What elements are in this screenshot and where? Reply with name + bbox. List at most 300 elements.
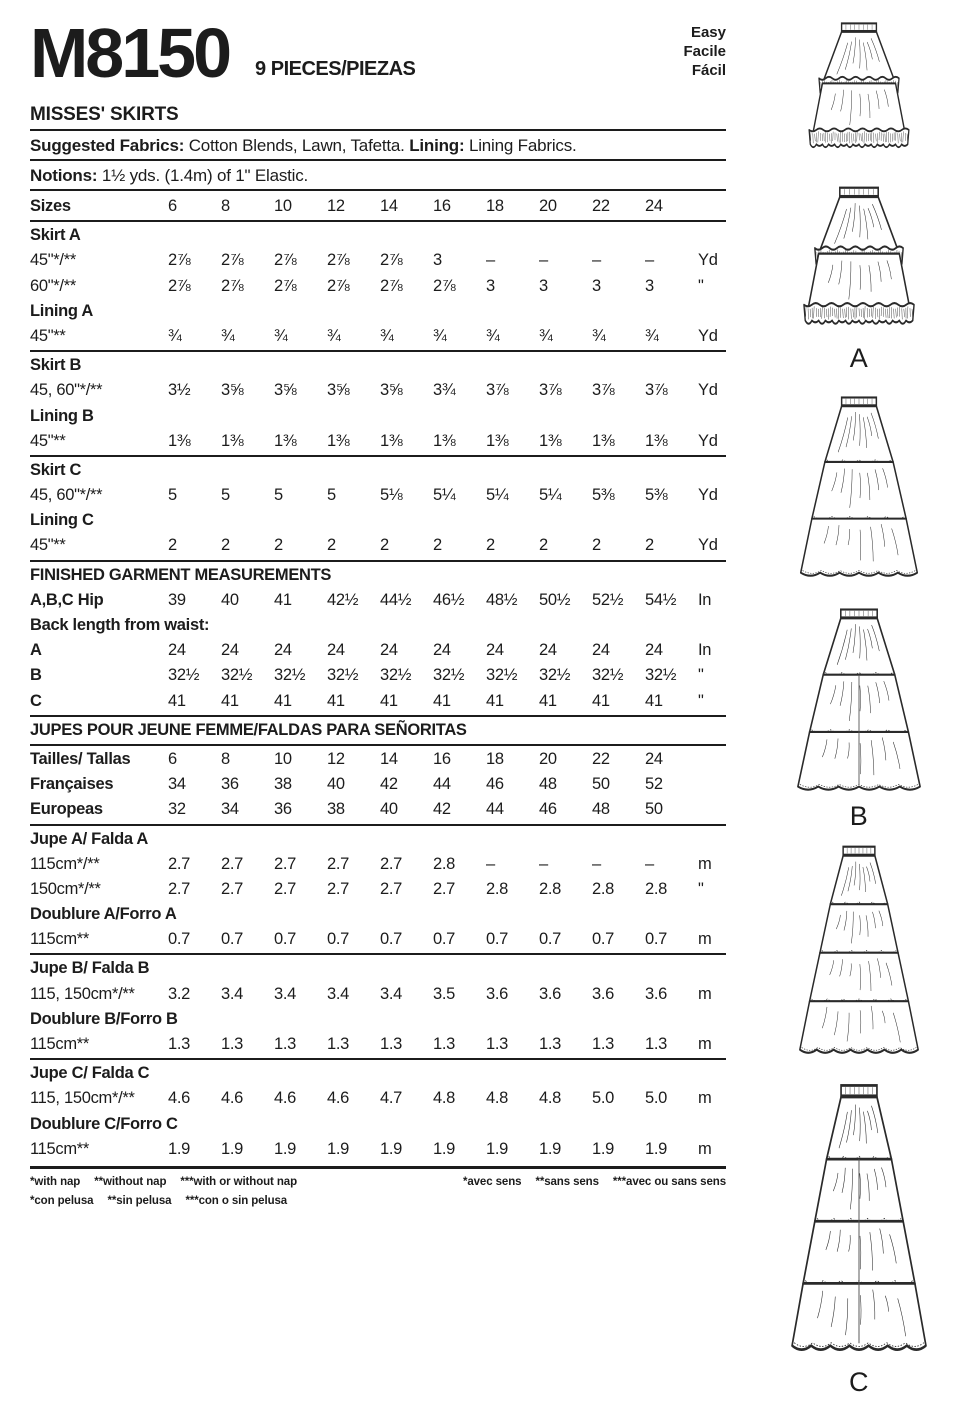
- row-label: Tailles/ Tallas: [30, 749, 131, 768]
- section-divider: [30, 715, 726, 717]
- yardage-value: –: [486, 854, 495, 873]
- yardage-value: 3⅝: [380, 381, 403, 400]
- yardage-value: 1.9: [168, 1139, 191, 1158]
- yardage-value: 40: [327, 775, 345, 794]
- header: [30, 0, 726, 90]
- unit-label: ": [698, 666, 704, 685]
- notions-text: 1½ yds. (1.4m) of 1" Elastic.: [97, 166, 309, 185]
- yardage-value: 32: [168, 800, 186, 819]
- yardage-value: 3¾: [433, 381, 456, 400]
- yardage-value: 41: [274, 691, 292, 710]
- yardage-value: 2: [645, 536, 654, 555]
- yardage-value: 36: [221, 775, 239, 794]
- back-length-a: [30, 638, 726, 663]
- doublure-c-115: [30, 1137, 726, 1162]
- yardage-value: 34: [221, 800, 239, 819]
- jupe-c-header: [30, 1061, 726, 1086]
- unit-label: In: [698, 590, 712, 609]
- yardage-value: 3.6: [592, 984, 615, 1003]
- yardage-value: 0.7: [433, 930, 456, 949]
- yardage-value: 5: [168, 486, 177, 505]
- yardage-value: 0.7: [168, 930, 191, 949]
- skirt-b-front-view-figure: [794, 606, 924, 832]
- yardage-value: ¾: [221, 326, 235, 345]
- yardage-value: 4.8: [486, 1089, 509, 1108]
- footnote-item: *with nap: [30, 1175, 81, 1188]
- yardage-value: 20: [539, 749, 557, 768]
- yardage-value: 46½: [433, 590, 465, 609]
- row-label: Skirt A: [30, 226, 81, 245]
- yardage-value: 52½: [592, 590, 624, 609]
- yardage-value: 1.3: [168, 1035, 191, 1053]
- unit-label: m: [698, 930, 712, 949]
- skirt-a-front-view-drawing: [795, 184, 923, 340]
- footnote-french: [463, 1173, 726, 1192]
- jupe-a-115: [30, 852, 726, 877]
- yardage-value: 2.8: [645, 879, 668, 898]
- yardage-value: 12: [327, 749, 345, 768]
- yardage-value: 3: [486, 276, 495, 295]
- yardage-value: 3: [592, 276, 601, 295]
- yardage-value: 50: [645, 800, 663, 819]
- yardage-value: 3.6: [486, 984, 509, 1003]
- yardage-value: 1⅜: [539, 431, 562, 450]
- unit-label: m: [698, 854, 712, 873]
- skirt-a-60: [30, 274, 726, 299]
- yardage-value: 1⅜: [327, 431, 350, 450]
- unit-label: Yd: [698, 326, 718, 345]
- yardage-value: 3.4: [380, 984, 403, 1003]
- yardage-value: –: [486, 251, 495, 270]
- footnote-spanish: [30, 1192, 287, 1211]
- yardage-value: 16: [433, 197, 451, 215]
- row-label: 115cm*/**: [30, 854, 100, 873]
- row-label: 45, 60"*/**: [30, 381, 103, 400]
- skirt-c-back-view-figure: [798, 844, 920, 1064]
- yardage-value: 44½: [380, 590, 412, 609]
- row-label: C: [30, 691, 42, 710]
- yardage-value: –: [539, 251, 548, 270]
- yardage-value: 2: [327, 536, 336, 555]
- francaises-row: [30, 772, 726, 797]
- section-divider: [30, 744, 726, 746]
- yardage-value: 2: [433, 536, 442, 555]
- yardage-value: 44: [486, 800, 504, 819]
- yardage-value: 42: [433, 800, 451, 819]
- yardage-value: 2⅞: [327, 251, 350, 270]
- yardage-value: 0.7: [592, 930, 615, 949]
- yardage-value: 1.9: [327, 1139, 350, 1158]
- yardage-value: 10: [274, 749, 292, 768]
- yardage-value: 24: [274, 641, 292, 660]
- yardage-value: 3.4: [221, 984, 244, 1003]
- suggested-fabrics-label: Suggested Fabrics:: [30, 136, 185, 155]
- yardage-value: 32½: [539, 666, 571, 685]
- pieces-count: 9 PIECES/PIEZAS: [255, 58, 416, 80]
- yardage-value: 1⅜: [433, 431, 456, 450]
- yardage-value: 0.7: [539, 930, 562, 949]
- yardage-value: 0.7: [327, 930, 350, 949]
- doublure-a-header: [30, 902, 726, 927]
- yardage-value: ¾: [327, 326, 341, 345]
- lining-c-header: [30, 508, 726, 533]
- yardage-value: 22: [592, 197, 610, 215]
- yardage-value: 2⅞: [380, 276, 403, 295]
- lining-b-45: [30, 429, 726, 454]
- yardage-value: 1⅜: [168, 431, 191, 450]
- yardage-value: 34: [168, 775, 186, 794]
- skirt-a-header: [30, 223, 726, 248]
- yardage-value: 2⅞: [274, 251, 297, 270]
- skirt-c-front-view-drawing: [790, 1082, 928, 1364]
- yardage-value: 48½: [486, 590, 518, 609]
- difficulty-spanish: Fácil: [691, 62, 726, 79]
- lining-a-header: [30, 299, 726, 324]
- yardage-value: 24: [433, 641, 451, 660]
- suggested-fabrics-text: Cotton Blends, Lawn, Tafetta.: [184, 136, 410, 155]
- yardage-value: 24: [645, 197, 663, 215]
- yardage-value: ¾: [380, 326, 394, 345]
- footnotes: [30, 1173, 726, 1211]
- yardage-value: 24: [221, 641, 239, 660]
- yardage-value: 22: [592, 749, 610, 768]
- yardage-value: 18: [486, 197, 504, 215]
- yardage-value: 0.7: [221, 930, 244, 949]
- yardage-value: 2⅞: [221, 251, 244, 270]
- yardage-value: ¾: [433, 326, 447, 345]
- yardage-value: 3: [433, 251, 442, 270]
- yardage-value: 5⅛: [380, 486, 403, 505]
- yardage-value: 2.8: [433, 854, 456, 873]
- yardage-value: 4.6: [221, 1089, 244, 1108]
- difficulty-french: Facile: [683, 43, 726, 60]
- yardage-value: 5: [221, 486, 230, 505]
- view-label: A: [849, 343, 869, 373]
- yardage-value: 4.8: [433, 1089, 456, 1108]
- unit-label: m: [698, 1139, 712, 1158]
- footnote-item: *avec sens: [462, 1175, 522, 1188]
- row-label: Sizes: [30, 197, 71, 215]
- yardage-value: 1⅜: [592, 431, 615, 450]
- unit-label: Yd: [698, 486, 718, 505]
- yardage-value: 1.3: [380, 1035, 403, 1053]
- yardage-value: 46: [539, 800, 557, 819]
- row-label: JUPES POUR JEUNE FEMME/FALDAS PARA SEÑORITAS: [30, 720, 467, 739]
- section-divider: [30, 220, 726, 222]
- yardage-value: 32½: [645, 666, 677, 685]
- yardage-value: 4.7: [380, 1089, 403, 1108]
- section-divider: [30, 560, 726, 562]
- row-label: Europeas: [30, 800, 103, 819]
- row-label: 45"**: [30, 326, 66, 345]
- yardage-value: 3.2: [168, 984, 191, 1003]
- yardage-value: 3.4: [327, 984, 350, 1003]
- row-label: Lining B: [30, 406, 94, 425]
- yardage-value: 2.8: [592, 879, 615, 898]
- yardage-value: 41: [592, 691, 610, 710]
- yardage-value: 3.5: [433, 984, 456, 1003]
- row-label: 150cm*/**: [30, 879, 101, 898]
- yardage-value: 1.9: [486, 1139, 509, 1158]
- row-label: A: [30, 641, 42, 660]
- yardage-value: 41: [539, 691, 557, 710]
- yardage-value: 20: [539, 197, 557, 215]
- unit-label: m: [698, 984, 712, 1003]
- view-label: B: [849, 801, 869, 831]
- unit-label: Yd: [698, 431, 718, 450]
- yardage-value: 2.7: [221, 854, 244, 873]
- yardage-value: 24: [380, 641, 398, 660]
- yardage-value: 16: [433, 749, 451, 768]
- yardage-value: 2⅞: [168, 251, 191, 270]
- view-label: C: [849, 1367, 869, 1397]
- yardage-value: 5: [274, 486, 283, 505]
- yardage-value: 42: [380, 775, 398, 794]
- section-divider: [30, 824, 726, 826]
- yardage-value: 1.3: [486, 1035, 509, 1053]
- unit-label: Yd: [698, 381, 718, 400]
- yardage-value: 4.6: [327, 1089, 350, 1108]
- yardage-value: 2.7: [327, 879, 350, 898]
- skirt-b-4560: [30, 378, 726, 403]
- row-label: A,B,C Hip: [30, 590, 104, 609]
- unit-label: ": [698, 691, 704, 710]
- yardage-value: 3.6: [539, 984, 562, 1003]
- yardage-value: 1⅜: [645, 431, 668, 450]
- yardage-value: 24: [168, 641, 186, 660]
- yardage-value: 2.8: [539, 879, 562, 898]
- yardage-value: 3⅞: [592, 381, 615, 400]
- yardage-value: 1.3: [221, 1035, 244, 1053]
- yardage-value: 2: [221, 536, 230, 555]
- yardage-value: 2⅞: [274, 276, 297, 295]
- section-divider: [30, 350, 726, 352]
- yardage-value: 8: [221, 197, 230, 215]
- yardage-value: 18: [486, 749, 504, 768]
- yardage-value: 50½: [539, 590, 571, 609]
- yardage-value: 1.9: [221, 1139, 244, 1158]
- yardage-value: 0.7: [645, 930, 668, 949]
- footnote-item: ***con o sin pelusa: [185, 1194, 288, 1207]
- yardage-value: 42½: [327, 590, 359, 609]
- yardage-value: –: [645, 251, 654, 270]
- row-label: 45"**: [30, 536, 66, 555]
- yardage-value: 41: [380, 691, 398, 710]
- yardage-value: 24: [645, 749, 663, 768]
- yardage-value: 3½: [168, 381, 191, 400]
- yardage-value: 4.8: [539, 1089, 562, 1108]
- yardage-value: 1.9: [645, 1139, 668, 1158]
- yardage-value: ¾: [486, 326, 500, 345]
- yardage-value: 1.3: [274, 1035, 297, 1053]
- unit-label: ": [698, 276, 704, 295]
- skirt-b-back-view-drawing: [797, 394, 921, 584]
- yardage-value: 1⅜: [380, 431, 403, 450]
- yardage-value: 1.3: [539, 1035, 562, 1053]
- yardage-value: 41: [221, 691, 239, 710]
- yardage-value: 14: [380, 197, 398, 215]
- yardage-value: 2⅞: [168, 276, 191, 295]
- row-label: 115, 150cm*/**: [30, 1089, 135, 1108]
- yardage-value: 1.9: [274, 1139, 297, 1158]
- yardage-value: 2: [168, 536, 177, 555]
- yardage-value: 2⅞: [433, 276, 456, 295]
- footnote-item: **without nap: [94, 1175, 167, 1188]
- section-divider: [30, 1058, 726, 1060]
- yardage-value: 0.7: [274, 930, 297, 949]
- lining-text: Lining Fabrics.: [464, 136, 577, 155]
- yardage-value: ¾: [168, 326, 182, 345]
- row-label: B: [30, 666, 42, 685]
- yardage-value: 1⅜: [486, 431, 509, 450]
- french-spanish-title: [30, 718, 726, 743]
- yardage-value: 3⅝: [221, 381, 244, 400]
- yardage-value: 39: [168, 590, 186, 609]
- notions-line: [30, 161, 726, 191]
- unit-label: ": [698, 879, 704, 898]
- yardage-value: 24: [327, 641, 345, 660]
- row-label: Lining A: [30, 301, 93, 320]
- row-label: 45"**: [30, 431, 66, 450]
- yardage-value: 5⅜: [592, 486, 615, 505]
- yardage-value: 1⅜: [274, 431, 297, 450]
- doublure-a-115: [30, 927, 726, 952]
- yardage-table: [30, 194, 726, 1162]
- footnote-item: **sans sens: [535, 1175, 599, 1188]
- section-divider: [30, 953, 726, 955]
- yardage-value: 2.7: [380, 854, 403, 873]
- yardage-value: 3.6: [645, 984, 668, 1003]
- yardage-value: 1⅜: [221, 431, 244, 450]
- skirt-c-header: [30, 458, 726, 483]
- yardage-value: 40: [221, 590, 239, 609]
- row-label: 115cm**: [30, 930, 90, 949]
- yardage-value: ¾: [592, 326, 606, 345]
- yardage-value: 38: [274, 775, 292, 794]
- yardage-value: 2: [274, 536, 283, 555]
- yardage-value: 2: [539, 536, 548, 555]
- yardage-value: 5¼: [486, 486, 509, 505]
- sizes-row: [30, 194, 726, 219]
- yardage-value: 5: [327, 486, 336, 505]
- difficulty-levels: [683, 18, 726, 80]
- yardage-value: 44: [433, 775, 451, 794]
- finished-measurements-header: [30, 563, 726, 588]
- pattern-number: M8150: [30, 14, 230, 92]
- yardage-value: 24: [539, 641, 557, 660]
- yardage-value: 41: [486, 691, 504, 710]
- yardage-value: 2.7: [274, 879, 297, 898]
- skirt-a-front-view-figure: [795, 184, 923, 374]
- notions-label: Notions:: [30, 166, 98, 185]
- yardage-value: ¾: [645, 326, 659, 345]
- row-label: 45"*/**: [30, 251, 76, 270]
- yardage-value: 1.3: [433, 1035, 456, 1053]
- unit-label: m: [698, 1089, 712, 1108]
- yardage-value: 2.7: [327, 854, 350, 873]
- lining-label: Lining:: [409, 136, 465, 155]
- difficulty-english: Easy: [690, 24, 726, 41]
- row-label: 115, 150cm*/**: [30, 984, 135, 1003]
- yardage-value: 41: [433, 691, 451, 710]
- row-label: Doublure B/Forro B: [30, 1009, 178, 1028]
- yardage-value: –: [592, 854, 601, 873]
- footnote-item: ***with or without nap: [180, 1175, 298, 1188]
- lining-b-header: [30, 404, 726, 429]
- yardage-value: 2.7: [380, 879, 403, 898]
- europeas-row: [30, 797, 726, 822]
- skirt-b-front-view-drawing: [794, 606, 924, 798]
- yardage-value: 32½: [274, 666, 306, 685]
- yardage-value: 41: [645, 691, 663, 710]
- yardage-value: 3⅝: [327, 381, 350, 400]
- tailles-row: [30, 747, 726, 772]
- yardage-value: –: [592, 251, 601, 270]
- unit-label: Yd: [698, 251, 718, 270]
- yardage-value: 8: [221, 749, 230, 768]
- yardage-value: 3⅞: [486, 381, 509, 400]
- jupe-b-header: [30, 956, 726, 981]
- jupe-c-115150: [30, 1086, 726, 1111]
- yardage-value: –: [645, 854, 654, 873]
- yardage-value: 24: [486, 641, 504, 660]
- yardage-value: 2.7: [221, 879, 244, 898]
- style-illustrations: [756, 0, 962, 1419]
- yardage-value: 6: [168, 749, 177, 768]
- back-length-header: [30, 613, 726, 638]
- yardage-value: 1.9: [380, 1139, 403, 1158]
- doublure-c-header: [30, 1112, 726, 1137]
- yardage-value: 2: [592, 536, 601, 555]
- yardage-value: 41: [168, 691, 186, 710]
- yardage-value: 3⅝: [274, 381, 297, 400]
- lining-a-45: [30, 324, 726, 349]
- yardage-value: 52: [645, 775, 663, 794]
- yardage-value: ¾: [274, 326, 288, 345]
- jupe-a-150: [30, 877, 726, 902]
- footnote-english: [30, 1173, 297, 1192]
- yardage-value: 2.7: [168, 854, 191, 873]
- yardage-value: 36: [274, 800, 292, 819]
- skirt-c-4560: [30, 483, 726, 508]
- footnote-row-2: [30, 1192, 726, 1211]
- yardage-value: 1.3: [327, 1035, 350, 1053]
- yardage-value: 41: [327, 691, 345, 710]
- back-length-c: [30, 689, 726, 714]
- doublure-b-115: [30, 1032, 726, 1057]
- jupe-b-115150: [30, 982, 726, 1007]
- row-label: FINISHED GARMENT MEASUREMENTS: [30, 565, 332, 584]
- skirt-a-back-view-figure: [801, 20, 917, 162]
- row-label: Jupe C/ Falda C: [30, 1064, 150, 1083]
- yardage-value: 38: [327, 800, 345, 819]
- unit-label: Yd: [698, 536, 718, 555]
- yardage-value: 32½: [168, 666, 200, 685]
- yardage-value: 3⅞: [645, 381, 668, 400]
- yardage-value: 5¼: [433, 486, 456, 505]
- yardage-value: 41: [274, 590, 292, 609]
- row-label: Doublure A/Forro A: [30, 905, 177, 924]
- yardage-value: 32½: [433, 666, 465, 685]
- yardage-value: 2.7: [168, 879, 191, 898]
- yardage-value: 5¼: [539, 486, 562, 505]
- yardage-value: 48: [539, 775, 557, 794]
- yardage-value: 48: [592, 800, 610, 819]
- footnote-item: *con pelusa: [30, 1194, 94, 1207]
- unit-label: m: [698, 1035, 712, 1053]
- yardage-value: 1.9: [433, 1139, 456, 1158]
- yardage-value: 1.9: [539, 1139, 562, 1158]
